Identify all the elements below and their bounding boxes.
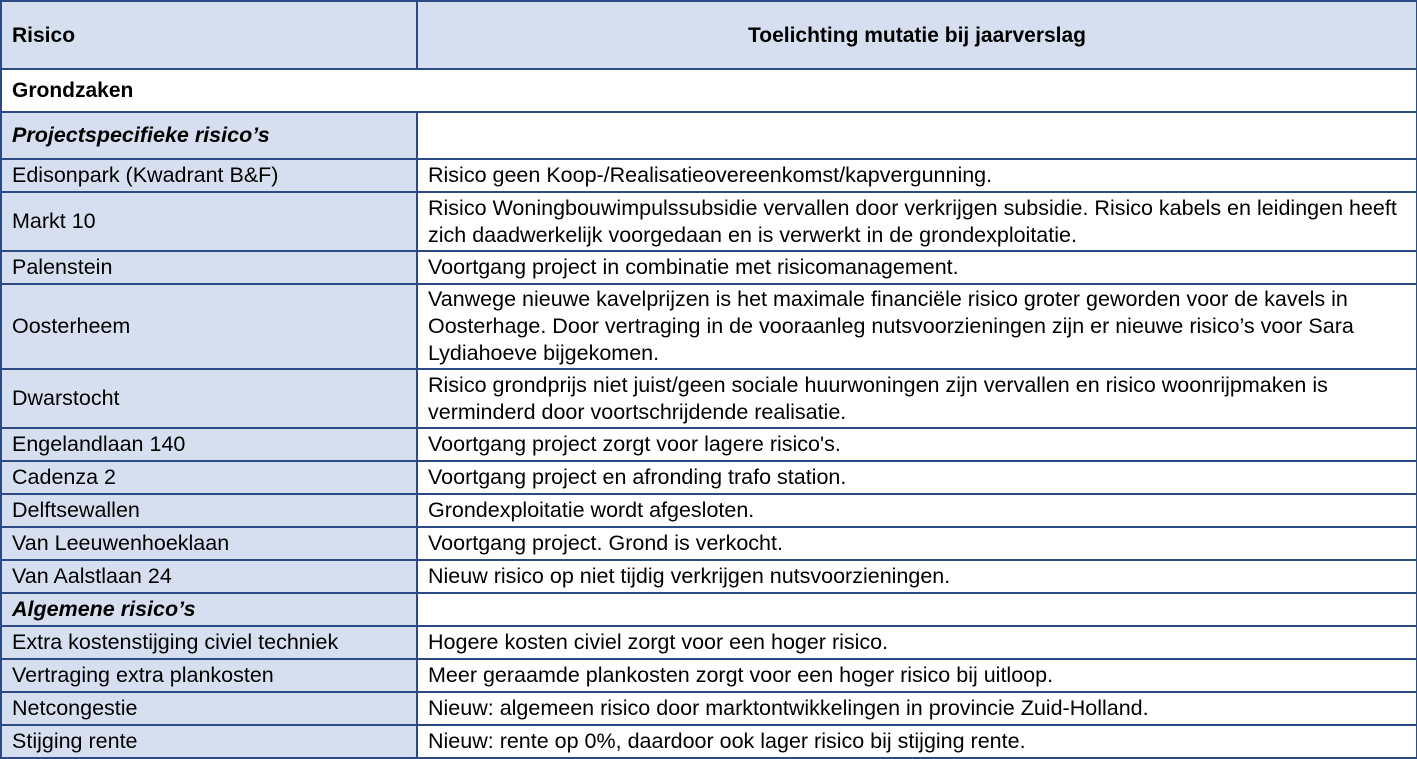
explanation-cell: Risico Woningbouwimpulssubsidie vervallen door verkrijgen subsidie. Risico kabels en leidingen heeft zich daadwerkelijk voorgedaan en is verwerkt in de grondexploitatie.	[417, 192, 1417, 251]
table-row	[1, 659, 1417, 692]
explanation-cell: Meer geraamde plankosten zorgt voor een hoger risico bij uitloop.	[417, 659, 1417, 692]
risk-cell: Vertraging extra plankosten	[1, 659, 417, 692]
explanation-cell: Nieuw risico op niet tijdig verkrijgen nutsvoorzieningen.	[417, 560, 1417, 593]
risk-cell: Delftsewallen	[1, 494, 417, 527]
explanation-cell: Grondexploitatie wordt afgesloten.	[417, 494, 1417, 527]
table-row	[1, 494, 1417, 527]
explanation-cell: Risico geen Koop-/Realisatieovereenkomst/kapvergunning.	[417, 159, 1417, 192]
risk-cell: Van Aalstlaan 24	[1, 560, 417, 593]
risk-cell: Edisonpark (Kwadrant B&F)	[1, 159, 417, 192]
explanation-cell: Risico grondprijs niet juist/geen sociale huurwoningen zijn vervallen en risico woonrijpmaken is verminderd door voortschrijdende realisatie.	[417, 369, 1417, 428]
section-row	[1, 69, 1417, 112]
explanation-cell: Voortgang project in combinatie met risicomanagement.	[417, 251, 1417, 284]
risk-cell: Engelandlaan 140	[1, 428, 417, 461]
risk-cell: Oosterheem	[1, 284, 417, 369]
table-row	[1, 461, 1417, 494]
table-row	[1, 560, 1417, 593]
risk-cell: Cadenza 2	[1, 461, 417, 494]
header-risk: Risico	[1, 1, 417, 69]
explanation-cell: Voortgang project en afronding trafo station.	[417, 461, 1417, 494]
explanation-cell: Voortgang project zorgt voor lagere risico's.	[417, 428, 1417, 461]
header-row	[1, 1, 1417, 69]
risk-cell: Netcongestie	[1, 692, 417, 725]
table-row	[1, 527, 1417, 560]
subsection-empty-cell	[417, 593, 1417, 626]
risk-cell: Dwarstocht	[1, 369, 417, 428]
table-row	[1, 626, 1417, 659]
risk-cell: Stijging rente	[1, 725, 417, 758]
risk-cell: Extra kostenstijging civiel techniek	[1, 626, 417, 659]
risk-cell: Van Leeuwenhoeklaan	[1, 527, 417, 560]
table-row	[1, 251, 1417, 284]
subsection-empty-cell	[417, 112, 1417, 159]
subsection-row	[1, 593, 1417, 626]
section-title: Grondzaken	[1, 69, 1417, 112]
explanation-cell: Nieuw: algemeen risico door marktontwikkelingen in provincie Zuid-Holland.	[417, 692, 1417, 725]
explanation-cell: Vanwege nieuwe kavelprijzen is het maximale financiële risico groter geworden voor de kavels in Oosterhage. Door vertraging in de vooraanleg nutsvoorzieningen zijn er nieuwe risico’s voor Sara Lydiahoeve bijgekomen.	[417, 284, 1417, 369]
risk-cell: Palenstein	[1, 251, 417, 284]
explanation-cell: Nieuw: rente op 0%, daardoor ook lager risico bij stijging rente.	[417, 725, 1417, 758]
explanation-cell: Voortgang project. Grond is verkocht.	[417, 527, 1417, 560]
table-row	[1, 159, 1417, 192]
table-row	[1, 725, 1417, 758]
risk-cell: Markt 10	[1, 192, 417, 251]
explanation-cell: Hogere kosten civiel zorgt voor een hoger risico.	[417, 626, 1417, 659]
header-explanation: Toelichting mutatie bij jaarverslag	[417, 1, 1417, 69]
subsection-row	[1, 112, 1417, 159]
subsection-title: Projectspecifieke risico’s	[1, 112, 417, 159]
table-row	[1, 192, 1417, 251]
table-row	[1, 369, 1417, 428]
subsection-title: Algemene risico’s	[1, 593, 417, 626]
table-row	[1, 692, 1417, 725]
table-row	[1, 428, 1417, 461]
table-row	[1, 284, 1417, 369]
